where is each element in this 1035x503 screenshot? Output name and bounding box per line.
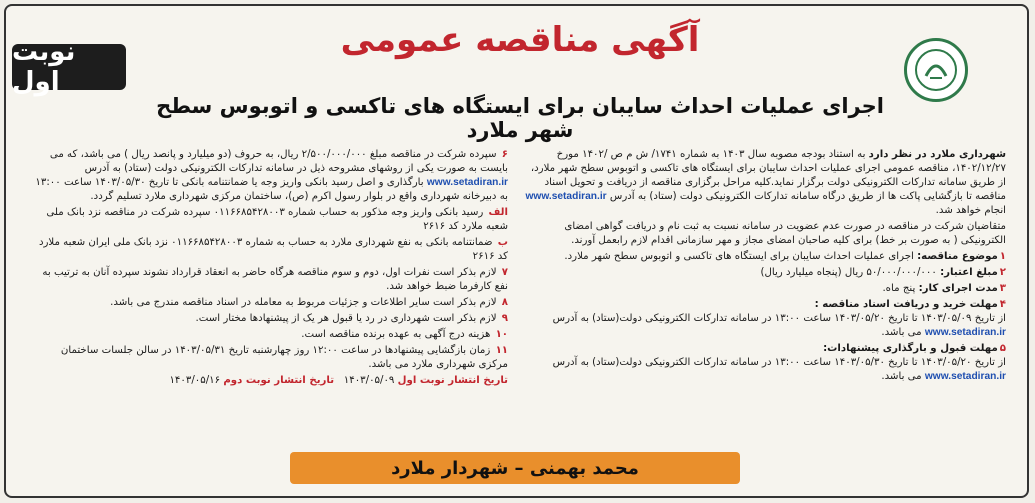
list-item: ۴مهلت خرید و دریافت اسناد مناقصه : از تاریخ ۱۴۰۳/۰۵/۰۹ تا تاریخ ۱۴۰۳/۰۵/۲۰ ساعت ۱۳:۰۰ در سامانه تدارکات الکترونیکی دولت(ستاد) به آدرس www.setadiran.ir می باشد. (552, 299, 1006, 338)
list-item: ۱۱ زمان بازگشایی پیشنهادها در ساعت ۱۲:۰۰ روز چهارشنبه تاریخ ۱۴۰۳/۰۵/۳۱ در سالن جلسات ساختمان مرکزی شهرداری ملارد می باشد. (60, 345, 508, 370)
list-item: ۱۰ هزینه درج آگهی به عهده برنده مناقصه است. (301, 329, 508, 340)
right-column (520, 148, 1006, 386)
list-item: ۲مبلغ اعتبار: ۵۰/۰۰۰/۰۰۰/۰۰۰ ریال (پنجاه میلیارد ریال) (760, 267, 1006, 278)
applicants-paragraph: متقاضیان شرکت در مناقصه در صورت عدم عضویت در سامانه نسبت به ثبت نام و دریافت گواهی امضای الکترونیکی ( به صورت بر خط) برای کلیه صاحبان امضای مجاز و مهر سازمانی اقدام لازم رابعمل آورند. (564, 221, 1006, 246)
intro-end: انجام خواهد شد. (935, 205, 1006, 216)
setadiran-link[interactable]: www.setadiran.ir (924, 371, 1006, 382)
list-item: الف رسید بانکی واریز وجه مذکور به حساب شماره ۰۱۱۶۶۸۵۴۲۸۰۰۳ سپرده شرکت در مناقصه نزد بانک ملی شعبه ملارد کد ۲۶۱۶ (46, 207, 508, 232)
list-item: ۸ لازم بذکر است سایر اطلاعات و جزئیات مربوط به معامله در اسناد مناقصه مندرج می باشد. (110, 297, 508, 308)
intro-bold: شهرداری ملارد در نظر دارد (868, 149, 1006, 160)
list-item: ۵مهلت قبول و بارگذاری پیشنهادات: از تاریخ ۱۴۰۳/۰۵/۲۰ تا تاریخ ۱۴۰۳/۰۵/۳۰ ساعت ۱۳:۰۰ در سامانه تدارکات الکترونیکی دولت(ستاد) به آدرس www.setadiran.ir می باشد. (552, 343, 1006, 382)
list-item: ۹ لازم بذکر است شهرداری در رد یا قبول هر یک از پیشنهادها مختار است. (195, 313, 508, 324)
setadiran-link[interactable]: www.setadiran.ir (924, 327, 1006, 338)
intro-paragraph (520, 148, 1006, 218)
list-item: ۳مدت اجرای کار: پنج ماه. (882, 283, 1006, 294)
tender-subject-title: اجرای عملیات احداث سایبان برای ایستگاه های تاکسی و اتوبوس سطح شهر ملارد (156, 94, 884, 142)
first-round-badge: نوبت اول (12, 44, 126, 90)
municipality-logo-icon (904, 38, 968, 102)
list-item: ۱موضوع مناقصه: اجرای عملیات احداث سایبان برای ایستگاه های تاکسی و اتوبوس سطح شهر ملارد. (564, 251, 1006, 262)
list-item: ۷ لازم بذکر است نفرات اول، دوم و سوم مناقصه هرگاه حاضر به انعقاد قرارداد نشوند سپرده آنان به ترتیب به نفع کارفرما ضبط خواهد شد. (42, 267, 508, 292)
setadiran-link[interactable]: www.setadiran.ir (426, 177, 508, 188)
list-item: ب ضمانتنامه بانکی به نفع شهرداری ملارد به حساب به شماره ۰۱۱۶۶۸۵۴۲۸۰۰۳ نزد بانک ملی ایران شعبه ملارد کد ۲۶۱۶ (38, 237, 508, 262)
setadiran-link[interactable]: www.setadiran.ir (525, 191, 607, 202)
intro-text: به استناد بودجه مصوبه سال ۱۴۰۳ به شماره ۱۷۴۱/ ش م ص /۱۴۰۲ مورخ ۱۴۰۲/۱۲/۲۷، مناقصه عمومی اجرای عملیات احداث سایبان برای ایستگاه های تاکسی و اتوبوس سطح شهر ملارد، از طریق سامانه تدارکات الکترونیکی دولت برگزار نماید.کلیه مراحل برگزاری مناقصه از دریافت و تحویل اسناد مناقصه تا بازگشایی پاکت ها از طریق درگاه سامانه تدارکات الکترونیکی دولت (ستاد) به آدرس (530, 149, 1006, 202)
left-column (30, 148, 508, 390)
publication-dates: تاریخ انتشار نوبت اول ۱۴۰۳/۰۵/۰۹ تاریخ انتشار نوبت دوم ۱۴۰۳/۰۵/۱۶ (169, 375, 508, 386)
mayor-signature-bar: محمد بهمنی – شهردار ملارد (290, 452, 740, 484)
list-item: ۶ سپرده شرکت در مناقصه مبلغ ۲/۵۰۰/۰۰۰/۰۰۰ ریال، به حروف (دو میلیارد و پانصد ریال ) می باشد، که می بایست به صورت یکی از روشهای مشروحه ذیل در سامانه تدارکات الکترونیکی دولت (ستاد) به آدرس www.setadiran.ir بارگذاری و اصل رسید بانکی واریز وجه یا ضمانتنامه بانکی تا تاریخ ۱۴۰۳/۰۵/۳۰ ساعت ۱۳:۰۰ به دبیرخانه شهرداری واقع در بلوار رسول اکرم (ص)، ساختمان مرکزی شهرداری ملارد تسلیم گردد. (35, 149, 508, 202)
notice-headline: آگهی مناقصه عمومی (340, 20, 700, 60)
